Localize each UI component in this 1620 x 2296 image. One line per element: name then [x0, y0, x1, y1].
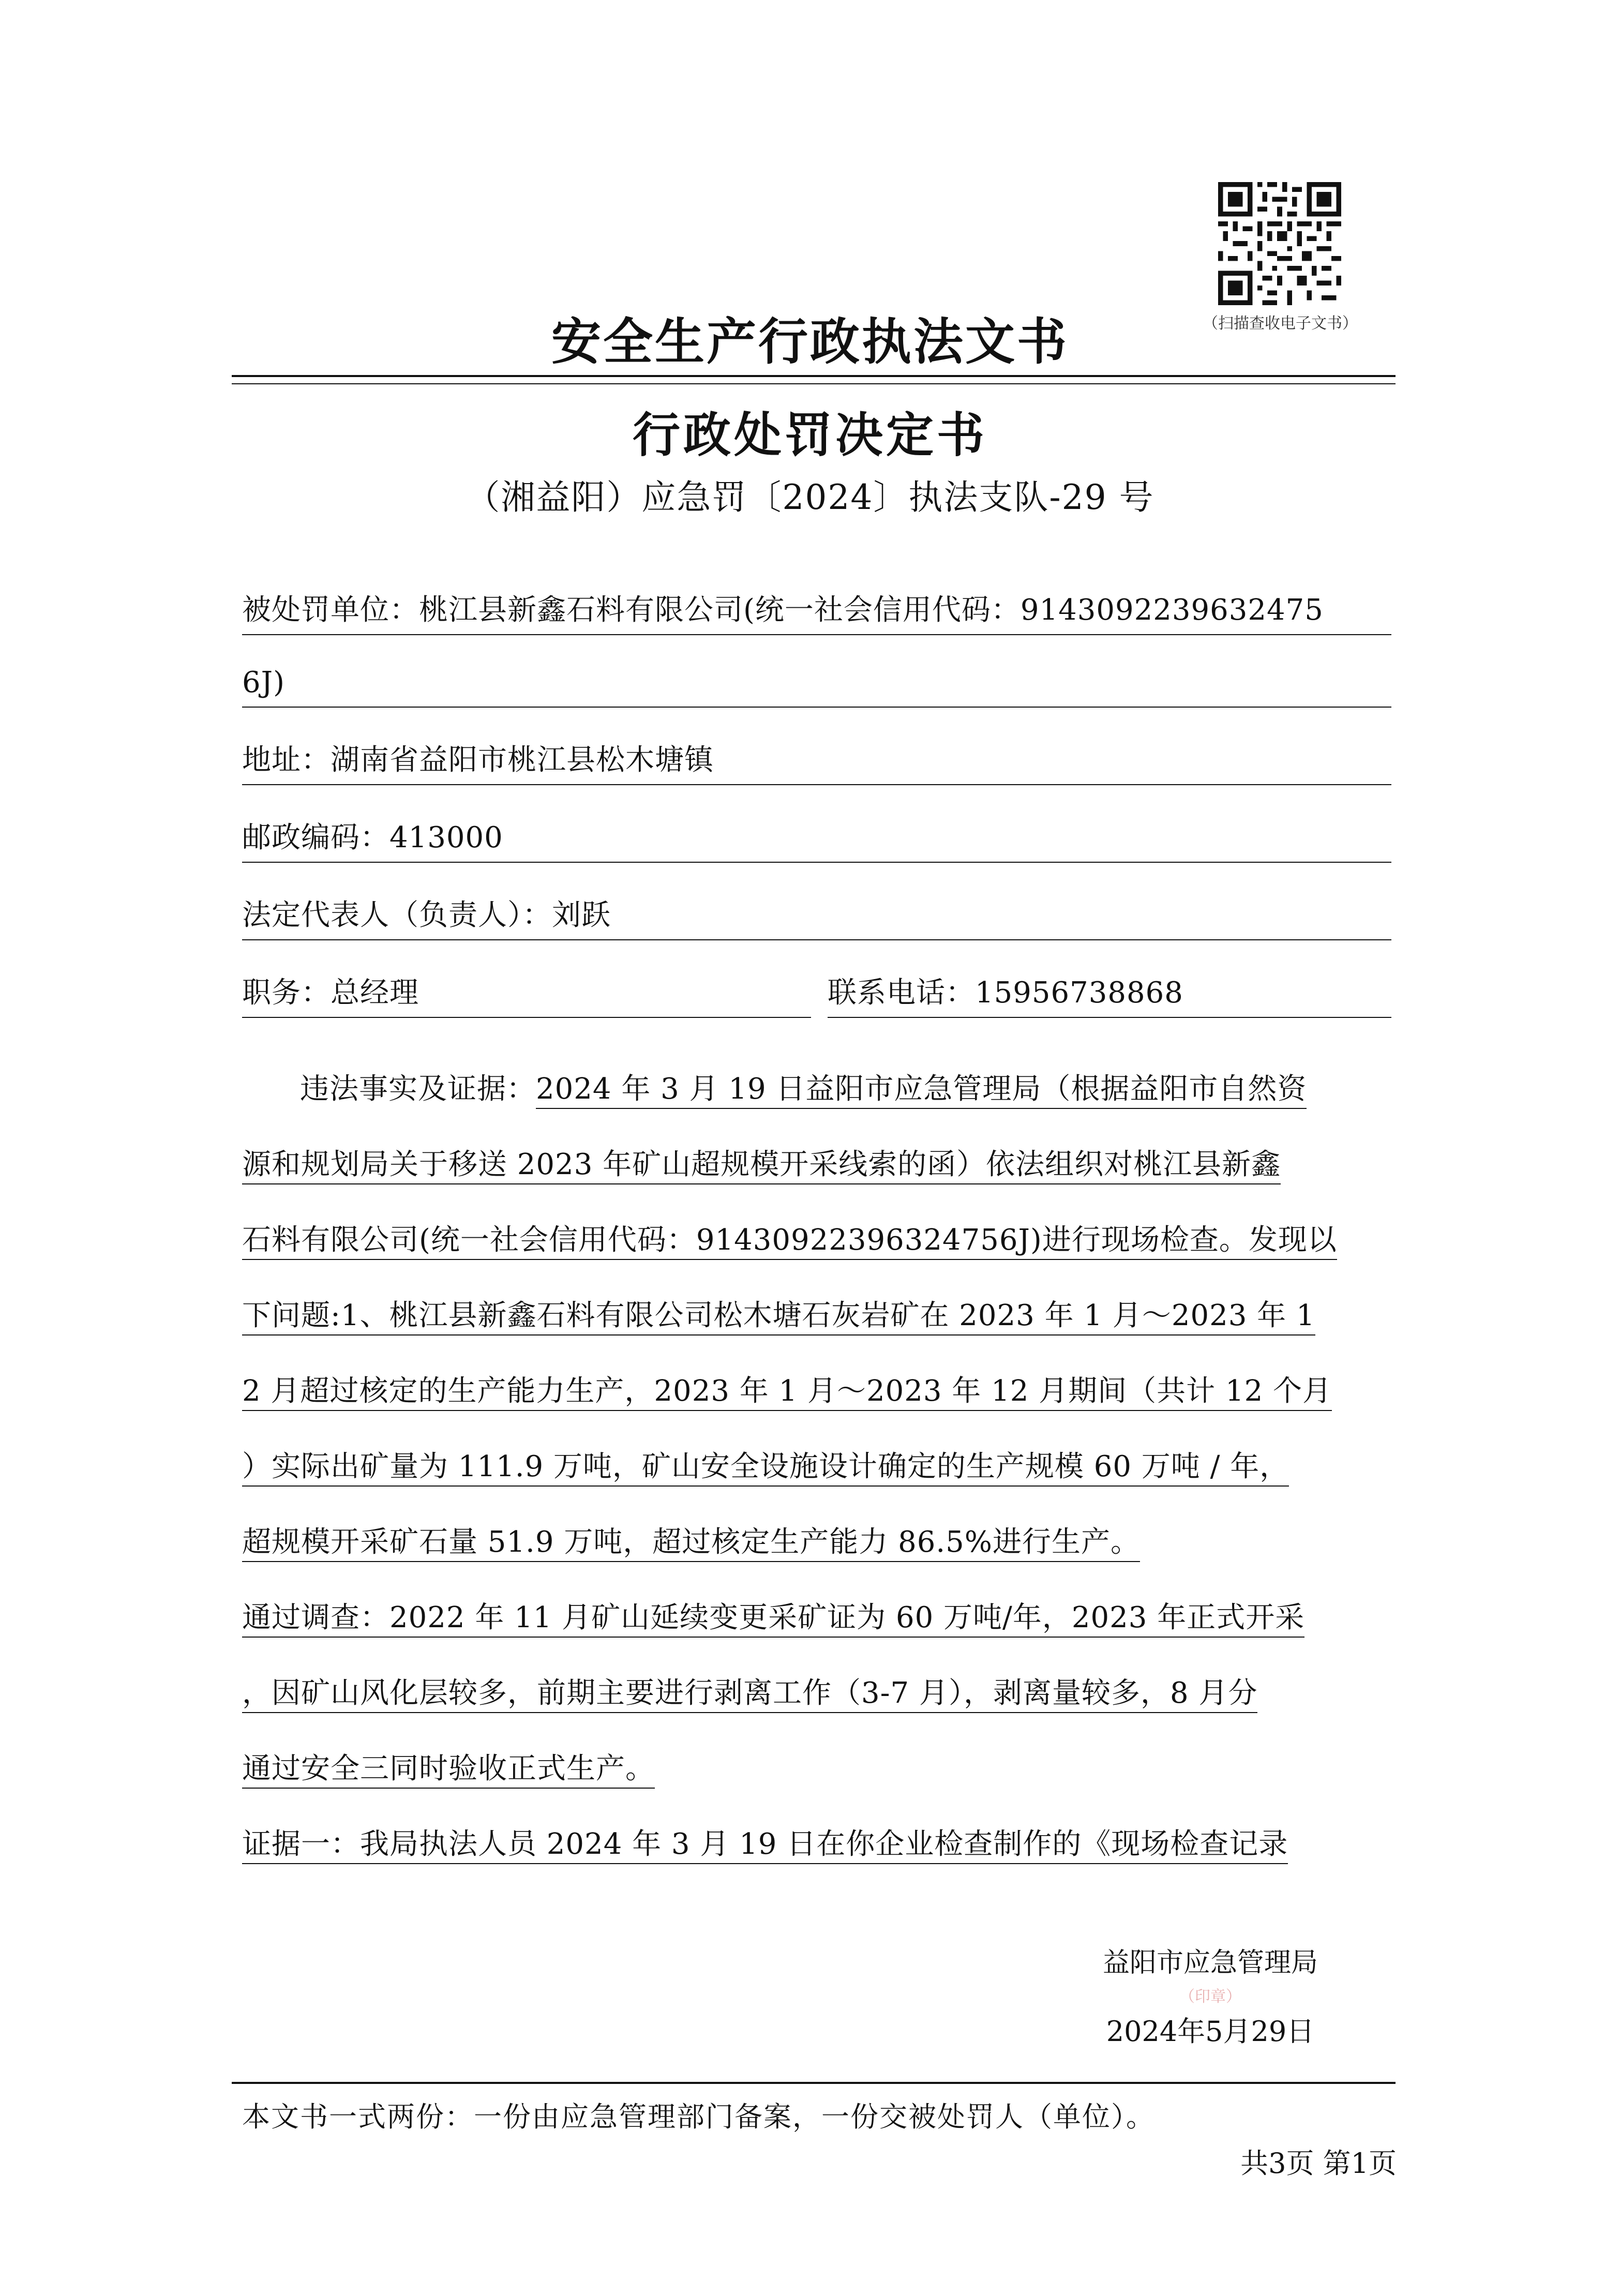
- survey-line: [242, 1644, 1391, 1719]
- issuing-authority: 益阳市应急管理局: [1102, 1947, 1318, 1978]
- facts-lead: 违法事实及证据：: [300, 1072, 536, 1106]
- phone-field: [828, 956, 1391, 1018]
- facts-text: ）实际出矿量为 111.9 万吨，矿山安全设施设计确定的生产规模 60 万吨 / 年，: [242, 1450, 1289, 1487]
- representative-field: [242, 878, 1391, 940]
- party-value-continued: 6J): [242, 666, 285, 699]
- facts-line: [242, 1115, 1391, 1191]
- position-field: [242, 956, 811, 1018]
- address-field: [242, 723, 1391, 785]
- position-label: 职务：: [242, 976, 331, 1010]
- facts-text: 源和规划局关于移送 2023 年矿山超规模开采线索的函）依法组织对桃江县新鑫: [242, 1148, 1281, 1184]
- party-field-continued: [242, 646, 1391, 708]
- survey-line: [242, 1568, 1391, 1644]
- evidence-line: [242, 1795, 1391, 1870]
- evidence-text: 证据一：我局执法人员 2024 年 3 月 19 日在你企业检查制作的《现场检查记录: [242, 1827, 1288, 1864]
- facts-text: 2 月超过核定的生产能力生产，2023 年 1 月～2023 年 12 月期间（共计 12 个月: [242, 1374, 1332, 1411]
- representative-value: 刘跃: [552, 898, 611, 932]
- position-value: 总经理: [331, 976, 419, 1010]
- qr-code-icon: [1218, 182, 1341, 305]
- header-divider-thin: [232, 383, 1396, 384]
- facts-line: [242, 1040, 1391, 1115]
- postcode-value: 413000: [389, 821, 503, 854]
- facts-line: [242, 1493, 1391, 1568]
- party-field: [242, 573, 1391, 635]
- seal-mark: （印章）: [1179, 1988, 1241, 2006]
- issue-date: 2024年5月29日: [1106, 2015, 1315, 2048]
- header-divider: [232, 375, 1396, 377]
- document-title: 行政处罚决定书: [632, 407, 987, 463]
- postcode-field: [242, 801, 1391, 863]
- address-value: 湖南省益阳市桃江县松木塘镇: [331, 743, 714, 777]
- document-category-title: 安全生产行政执法文书: [551, 312, 1069, 371]
- phone-value: 15956738868: [975, 976, 1183, 1010]
- facts-text: 下问题:1、桃江县新鑫石料有限公司松木塘石灰岩矿在 2023 年 1 月～2023 年 1: [242, 1299, 1315, 1335]
- facts-line: [242, 1191, 1391, 1266]
- facts-text: 超规模开采矿石量 51.9 万吨，超过核定生产能力 86.5%进行生产。: [242, 1525, 1140, 1562]
- facts-text: 石料有限公司(统一社会信用代码：91430922396324756J)进行现场检查。发现以: [242, 1223, 1337, 1260]
- party-value: 桃江县新鑫石料有限公司(统一社会信用代码：9143092239632475: [419, 593, 1324, 627]
- party-label: 被处罚单位：: [242, 593, 419, 627]
- address-label: 地址：: [242, 743, 331, 777]
- survey-text: 通过安全三同时验收正式生产。: [242, 1752, 655, 1789]
- facts-line: [242, 1266, 1391, 1342]
- footer-divider: [232, 2082, 1396, 2084]
- postcode-label: 邮政编码：: [242, 821, 389, 854]
- page-indicator: 共3页 第1页: [1240, 2147, 1397, 2180]
- facts-line: [242, 1342, 1391, 1417]
- facts-line: [242, 1417, 1391, 1493]
- qr-caption: （扫描查收电子文书）: [1203, 314, 1358, 333]
- survey-text: ，因矿山风化层较多，前期主要进行剥离工作（3-7 月），剥离量较多，8 月分: [242, 1676, 1257, 1713]
- facts-text: 2024 年 3 月 19 日益阳市应急管理局（根据益阳市自然资: [536, 1072, 1307, 1109]
- document-number: （湘益阳）应急罚〔2024〕执法支队-29 号: [466, 477, 1154, 517]
- copies-note: 本文书一式两份：一份由应急管理部门备案，一份交被处罚人（单位）。: [242, 2100, 1155, 2133]
- survey-line: [242, 1719, 1391, 1795]
- phone-label: 联系电话：: [828, 976, 975, 1010]
- representative-label: 法定代表人（负责人）：: [242, 898, 552, 932]
- survey-text: 通过调查：2022 年 11 月矿山延续变更采矿证为 60 万吨/年，2023 年正式开采: [242, 1601, 1304, 1638]
